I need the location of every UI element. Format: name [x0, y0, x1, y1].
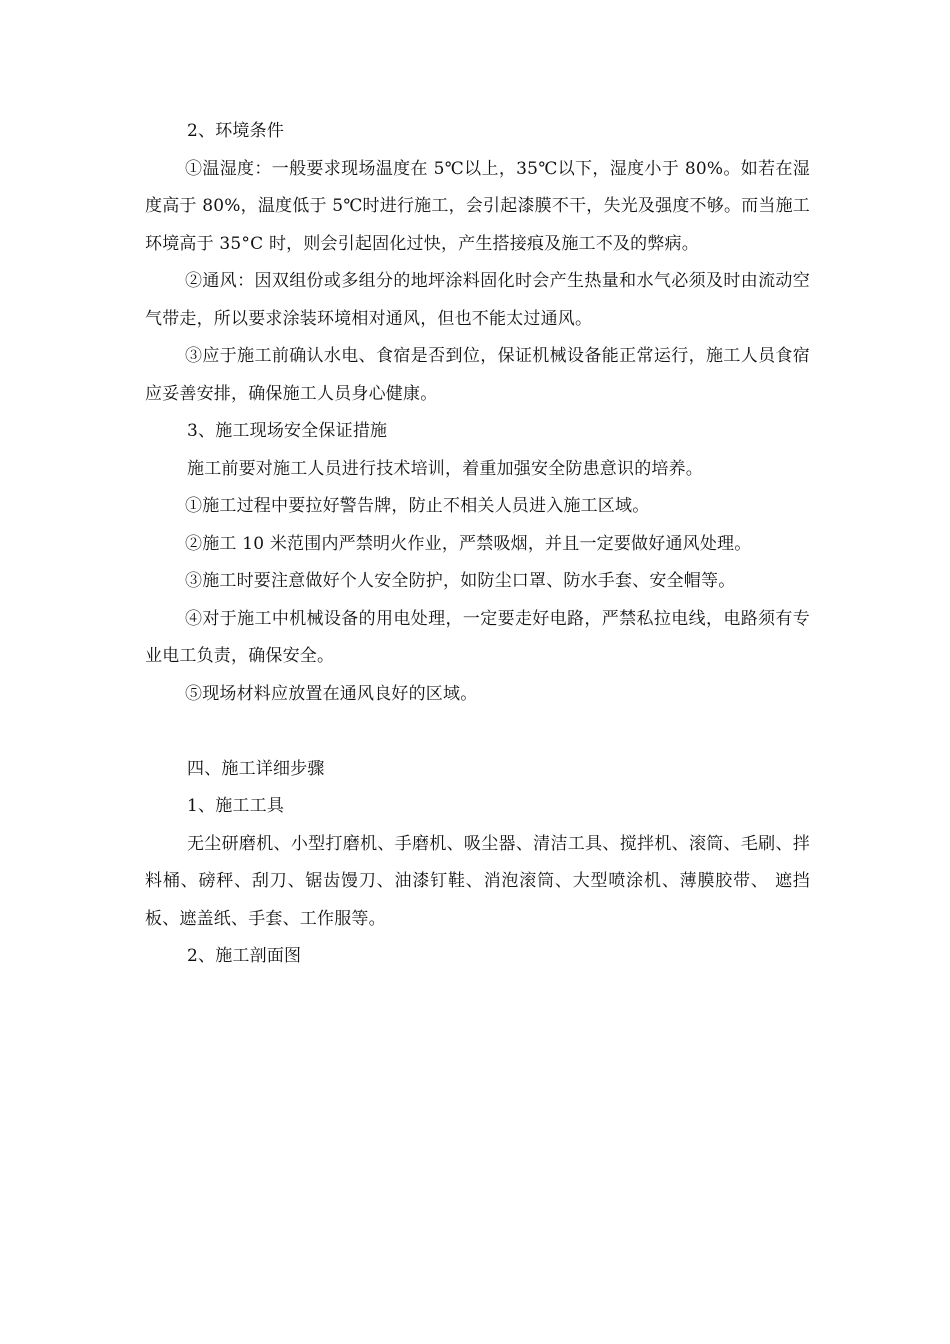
tools-list: 无尘研磨机、小型打磨机、手磨机、吸尘器、清洁工具、搅拌机、滚筒、毛刷、拌料桶、磅秤、刮刀、锯齿馒刀、油漆钉鞋、消泡滚筒、大型喷涂机、薄膜胶带、 遮挡板、遮盖纸、手套、工作服等。: [145, 833, 810, 929]
safety-heading: 3、施工现场安全保证措施: [187, 421, 388, 441]
env-item-utilities: ③应于施工前确认水电、食宿是否到位，保证机械设备能正常运行，施工人员食宿应妥善安排，确保施工人员身心健康。: [145, 346, 810, 404]
section-spacer: [145, 713, 810, 751]
safety-item-no-fire: ②施工 10 米范围内严禁明火作业，严禁吸烟，并且一定要做好通风处理。: [185, 533, 752, 554]
env-item-temperature: ①温湿度：一般要求现场温度在 5℃以上，35℃以下，湿度小于 80%。如若在湿度高于 80%，温度低于 5℃时进行施工，会引起漆膜不干，失光及强度不够。而当施工环境高于 35°C 时，则会引起固化过快，产生搭接痕及施工不及的弊病。: [145, 158, 810, 254]
tools-heading: 1、施工工具: [187, 796, 285, 816]
safety-item-protection: ③施工时要注意做好个人安全防护，如防尘口罩、防水手套、安全帽等。: [185, 571, 736, 591]
env-heading: 2、环境条件: [187, 121, 285, 141]
safety-intro: 施工前要对施工人员进行技术培训，着重加强安全防患意识的培养。: [187, 458, 703, 479]
steps-heading: 四、施工详细步骤: [187, 758, 325, 779]
env-item-ventilation: ②通风：因双组份或多组分的地坪涂料固化时会产生热量和水气必须及时由流动空气带走，所以要求涂装环境相对通风，但也不能太过通风。: [145, 271, 810, 329]
safety-item-materials: ⑤现场材料应放置在通风良好的区域。: [185, 683, 478, 704]
document-body: [145, 113, 810, 976]
safety-item-warning-sign: ①施工过程中要拉好警告牌，防止不相关人员进入施工区域。: [185, 496, 650, 516]
safety-item-electricity: ④对于施工中机械设备的用电处理，一定要走好电路，严禁私拉电线，电路须有专业电工负责，确保安全。: [145, 608, 810, 666]
profile-heading: 2、施工剖面图: [187, 946, 302, 966]
